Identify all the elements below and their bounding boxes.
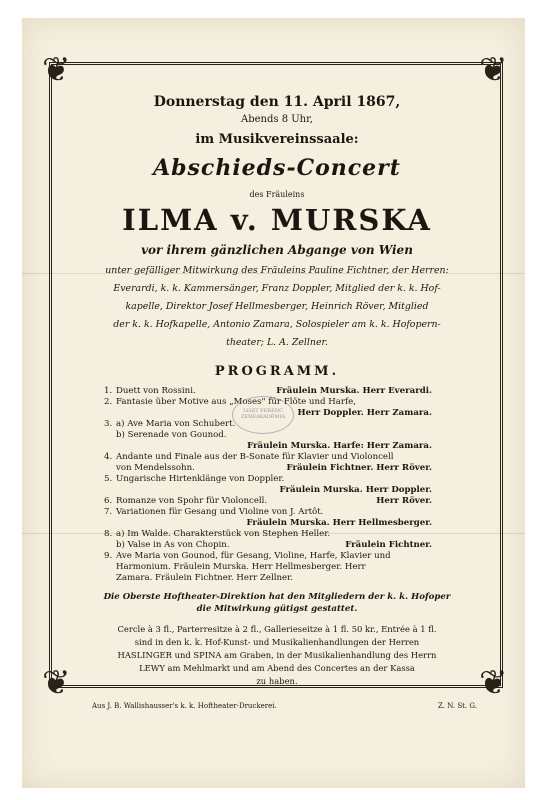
price-line: sind in den k. k. Hof-Kunst- und Musikalienhandlungen der Herren	[134, 637, 420, 647]
program-number: 4.	[104, 452, 113, 462]
program-item	[104, 441, 432, 452]
program-performers: Fräulein Fichtner. Herr Röver.	[286, 463, 432, 473]
program-performers: Fräulein Murska. Herr Everardi.	[276, 386, 432, 396]
price-line: LEWY am Mehlmarkt und am Abend des Concertes an der Kassa	[139, 663, 415, 673]
program-performers: Herr Doppler. Herr Zamara.	[297, 408, 432, 418]
ornament-corner-icon: ❦	[42, 50, 71, 90]
program-number: 8.	[104, 529, 113, 539]
program-performers: Herr Röver.	[376, 496, 432, 506]
program-piece: Fantasie über Motive aus „Moses" für Flöte und Harfe,	[116, 397, 356, 407]
program-piece: Andante und Finale aus der B-Sonate für Klavier und Violoncell	[116, 452, 394, 462]
library-stamp	[232, 396, 294, 434]
price-line: zu haben.	[256, 676, 298, 686]
program-piece: von Mendelssohn.	[116, 463, 195, 473]
ornament-corner-icon: ❦	[42, 663, 71, 703]
program-piece: b) Valse in As von Chopin.	[116, 540, 230, 550]
direction-note: Die Oberste Hoftheater-Direktion hat den Mitgliedern der k. k. Hofoper	[103, 592, 451, 602]
program-number: 9.	[104, 551, 113, 561]
ornament-corner-icon: ❦	[479, 663, 508, 703]
program-item	[104, 540, 432, 551]
cast-line: unter gefälliger Mitwirkung des Fräuleins Pauline Fichtner, der Herren:	[105, 265, 449, 276]
cast-line: theater; L. A. Zellner.	[226, 337, 328, 348]
cast-line: der k. k. Hofkapelle, Antonio Zamara, Solospieler am k. k. Hofopern-	[113, 319, 441, 330]
cast-line: kapelle, Direktor Josef Hellmesberger, Heinrich Röver, Mitglied	[125, 301, 429, 312]
program-number: 3.	[104, 419, 113, 429]
program-number: 1.	[104, 386, 113, 396]
program-performers: Fräulein Murska. Herr Doppler.	[279, 485, 432, 495]
program-piece: b) Serenade von Gounod.	[116, 430, 227, 440]
program-item	[104, 518, 432, 529]
cast-line: Everardi, k. k. Kammersänger, Franz Doppler, Mitglied der k. k. Hof-	[113, 283, 441, 294]
program-piece: a) Ave Maria von Schubert.	[116, 419, 236, 429]
program-item	[104, 474, 432, 485]
program-piece: Zamara. Fräulein Fichtner. Herr Zellner.	[116, 573, 293, 583]
printer-credit: Aus J. B. Wallishausser's k. k. Hoftheater-Druckerei.	[92, 702, 277, 710]
program-item	[104, 452, 432, 463]
ornament-corner-icon: ❦	[479, 50, 508, 90]
program-performers: Fräulein Fichtner.	[345, 540, 432, 550]
concert-time: Abends 8 Uhr,	[241, 114, 313, 125]
program-item	[104, 507, 432, 518]
price-line: Cercle à 3 fl., Parterresitze à 2 fl., Gallerieseitze à 1 fl. 50 kr., Entrée à 1 fl.	[117, 624, 437, 634]
price-line: HASLINGER und SPINA am Graben, in der Musikalienhandlung des Herrn	[117, 650, 437, 660]
artist-name: ILMA v. MURSKA	[122, 203, 432, 237]
program-piece: Duett von Rossini.	[116, 386, 196, 396]
program-item	[104, 485, 432, 496]
venue: im Musikvereinssaale:	[195, 132, 359, 147]
program-item	[104, 496, 432, 507]
program-piece: Ungarische Hirtenklänge von Doppler.	[116, 474, 285, 484]
des-line: des Fräuleins	[249, 190, 305, 199]
program-piece: Ave Maria von Gounod, für Gesang, Violine, Harfe, Klavier und	[116, 551, 391, 561]
program-piece: Variationen für Gesang und Violine von J. Artôt.	[116, 507, 324, 517]
program-item	[104, 551, 432, 562]
program-heading: PROGRAMM.	[214, 364, 340, 379]
program-performers: Fräulein Murska. Harfe: Herr Zamara.	[247, 441, 432, 451]
concert-date: Donnerstag den 11. April 1867,	[153, 94, 401, 110]
concert-title: Abschieds-Concert	[153, 155, 401, 181]
program-item	[104, 529, 432, 540]
print-mark: Z. N. St. G.	[438, 702, 477, 710]
program-piece: Harmonium. Fräulein Murska. Herr Hellmesberger. Herr	[116, 562, 366, 572]
direction-note: die Mitwirkung gütigst gestattet.	[196, 604, 358, 614]
program-item	[104, 463, 432, 474]
stamp-text: LISZT FERENC ZENEAKADÉMIA	[240, 408, 286, 420]
program-piece: Romanze von Spohr für Violoncell.	[116, 496, 268, 506]
program-number: 6.	[104, 496, 113, 506]
program-number: 5.	[104, 474, 113, 484]
program-number: 2.	[104, 397, 113, 407]
program-item	[104, 562, 432, 573]
program-item	[104, 573, 432, 584]
program-piece: a) Im Walde. Charakterstück von Stephen Heller.	[116, 529, 331, 539]
program-performers: Fräulein Murska. Herr Hellmesberger.	[246, 518, 432, 528]
program-number: 7.	[104, 507, 113, 517]
subtitle: vor ihrem gänzlichen Abgange von Wien	[141, 243, 413, 257]
